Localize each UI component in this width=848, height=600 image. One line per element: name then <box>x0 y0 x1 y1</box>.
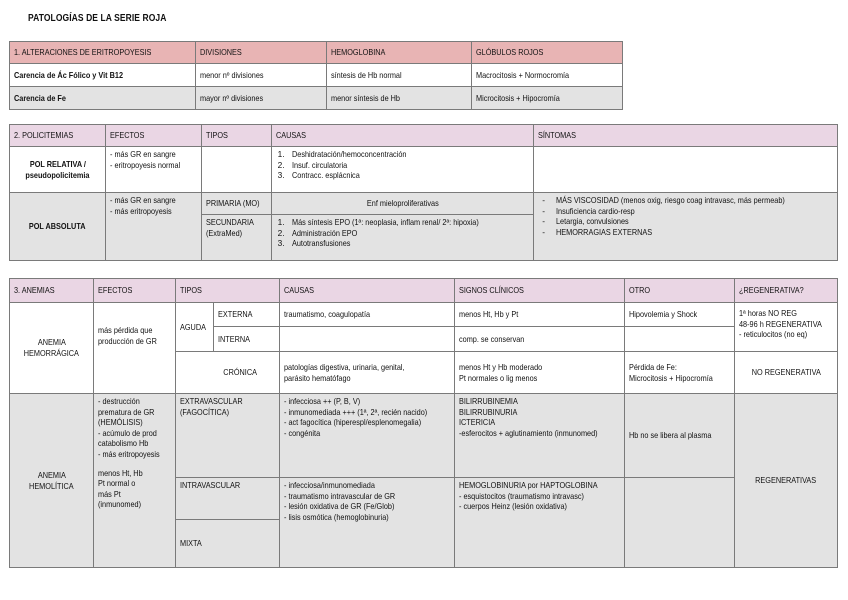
hemolitica-mixta-label: MIXTA <box>175 520 279 568</box>
hemolitica-extravascular-label: EXTRAVASCULAR (FAGOCÍTICA) <box>175 394 279 478</box>
pol-relativa-causas: 1. Deshidratación/hemoconcentración 2. Insuf. circulatoria 3. Contracc. esplácnica <box>271 147 534 193</box>
hemorragica-cronica-signos: menos Ht y Hb moderado Pt normales o lig menos <box>455 352 625 394</box>
t2-header-causas: CAUSAS <box>271 125 534 147</box>
hemorragica-cronica-regen: NO REGENERATIVA <box>734 352 837 394</box>
hemolitica-intra-causas: - infecciosa/inmunomediada - traumatismo intravascular de GR - lesión oxidativa de GR (Fe/Glob) - lisis osmótica (hemoglobinuria) <box>279 478 455 568</box>
t1-row1-cause: Carencia de Ác Fólico y Vit B12 <box>10 64 196 87</box>
anemia-hemorragica-efectos: más pérdida que producción de GR <box>93 303 175 394</box>
t1-row1-divisiones: menor nº divisiones <box>195 64 326 87</box>
hemorragica-externa-causa: traumatismo, coagulopatía <box>279 303 455 327</box>
pol-absoluta-efectos: - más GR en sangre - más eritropoyesis <box>105 193 201 261</box>
t1-row2-divisiones: mayor nº divisiones <box>195 87 326 110</box>
pol-relativa-name: POL RELATIVA / pseudopolicitemia <box>10 147 106 193</box>
t3-header-regenerativa: ¿REGENERATIVA? <box>734 279 837 303</box>
hemorragica-cronica-causa: patologías digestiva, urinaria, genital, parásito hematófago <box>279 352 455 394</box>
hemolitica-extra-causas: - infecciosa ++ (P, B, V) - inmunomediada +++ (1ª, 2ª, recién nacido) - act fagocítica (hiperespl/esplenomegalia) - congénita <box>279 394 455 478</box>
pol-primaria-label: PRIMARIA (MO) <box>201 193 271 215</box>
t1-row1-hemoglobina: síntesis de Hb normal <box>326 64 472 87</box>
pol-secundaria-causas: 1. Más síntesis EPO (1ª: neoplasia, inflam renal/ 2ª: hipoxia) 2. Administración EPO 3. Autotransfusiones <box>271 215 534 261</box>
hemorragica-interna-causa <box>279 327 455 352</box>
pol-secundaria-label: SECUNDARIA (ExtraMed) <box>201 215 271 261</box>
t1-header-alteraciones: 1. ALTERACIONES DE ERITROPOYESIS <box>10 42 196 64</box>
table-row <box>10 87 623 110</box>
hemorragica-cronica-otro: Pérdida de Fe: Microcitosis + Hipocromía <box>625 352 735 394</box>
t2-header-tipos: TIPOS <box>201 125 271 147</box>
pol-relativa-efectos: - más GR en sangre - eritropoyesis normal <box>105 147 201 193</box>
t3-header-causas: CAUSAS <box>279 279 455 303</box>
hemorragica-aguda-label: AGUDA <box>175 303 214 352</box>
pol-relativa-sintomas <box>534 147 838 193</box>
anemia-hemolitica-efectos: - destrucción prematura de GR (HEMÓLISIS) - acúmulo de prod catabolismo Hb - más eritropoyesis menos Ht, Hb Pt normal o más Pt (inmunomed) <box>93 394 175 568</box>
hemorragica-interna-signos: comp. se conservan <box>455 327 625 352</box>
t1-header-hemoglobina: HEMOGLOBINA <box>326 42 472 64</box>
pol-primaria-causa: Enf mieloproliferativas <box>271 193 534 215</box>
page-title: PATOLOGÍAS DE LA SERIE ROJA <box>28 13 167 24</box>
t2-header-policitemias: 2. POLICITEMIAS <box>10 125 106 147</box>
pol-absoluta-name: POL ABSOLUTA <box>10 193 106 261</box>
t1-header-divisiones: DIVISIONES <box>195 42 326 64</box>
hemorragica-interna-otro <box>625 327 735 352</box>
hemorragica-externa-signos: menos Ht, Hb y Pt <box>455 303 625 327</box>
hemorragica-externa-label: EXTERNA <box>214 303 280 327</box>
table-row <box>10 303 838 327</box>
hemorragica-cronica-label: CRÓNICA <box>175 352 279 394</box>
t3-header-anemias: 3. ANEMIAS <box>10 279 94 303</box>
hemolitica-intravascular-label: INTRAVASCULAR <box>175 478 279 520</box>
hemorragica-aguda-regen: 1ª horas NO REG 48-96 h REGENERATIVA - reticulocitos (no eq) <box>734 303 837 352</box>
t1-row2-cause: Carencia de Fe <box>10 87 196 110</box>
t1-header-globulos: GLÓBULOS ROJOS <box>472 42 623 64</box>
pol-relativa-tipos <box>201 147 271 193</box>
table-eritropoyesis <box>9 41 623 110</box>
hemolitica-regen: REGENERATIVAS <box>734 394 837 568</box>
t1-row2-globulos: Microcitosis + Hipocromía <box>472 87 623 110</box>
hemolitica-intra-otro <box>625 478 735 568</box>
hemolitica-extra-otro: Hb no se libera al plasma <box>625 394 735 478</box>
t2-header-sintomas: SÍNTOMAS <box>534 125 838 147</box>
table-row <box>10 394 838 478</box>
t1-row1-globulos: Macrocitosis + Normocromía <box>472 64 623 87</box>
table-row <box>10 64 623 87</box>
table-anemias <box>9 278 838 568</box>
anemia-hemorragica-name: ANEMIA HEMORRÁGICA <box>10 303 94 394</box>
table-row <box>10 193 838 215</box>
anemia-hemolitica-name: ANEMIA HEMOLÍTICA <box>10 394 94 568</box>
t3-header-otro: OTRO <box>625 279 735 303</box>
hemolitica-intra-signos: HEMOGLOBINURIA por HAPTOGLOBINA - esquistocitos (traumatismo intravasc) - cuerpos Heinz (lesión oxidativa) <box>455 478 625 568</box>
hemorragica-externa-otro: Hipovolemia y Shock <box>625 303 735 327</box>
pol-absoluta-sintomas: - MÁS VISCOSIDAD (menos oxig, riesgo coag intravasc, más permeab) - Insuficiencia cardio-resp - Letargia, convulsiones - HEMORRAGIAS EXTERNAS <box>534 193 838 261</box>
t3-header-tipos: TIPOS <box>175 279 279 303</box>
t3-header-signos: SIGNOS CLÍNICOS <box>455 279 625 303</box>
table-policitemias <box>9 124 838 261</box>
t2-header-efectos: EFECTOS <box>105 125 201 147</box>
table-row <box>10 147 838 193</box>
hemolitica-extra-signos: BILIRRUBINEMIA BILIRRUBINURIA ICTERICIA -esferocitos + aglutinamiento (inmunomed) <box>455 394 625 478</box>
hemorragica-interna-label: INTERNA <box>214 327 280 352</box>
t1-row2-hemoglobina: menor síntesis de Hb <box>326 87 472 110</box>
t3-header-efectos: EFECTOS <box>93 279 175 303</box>
